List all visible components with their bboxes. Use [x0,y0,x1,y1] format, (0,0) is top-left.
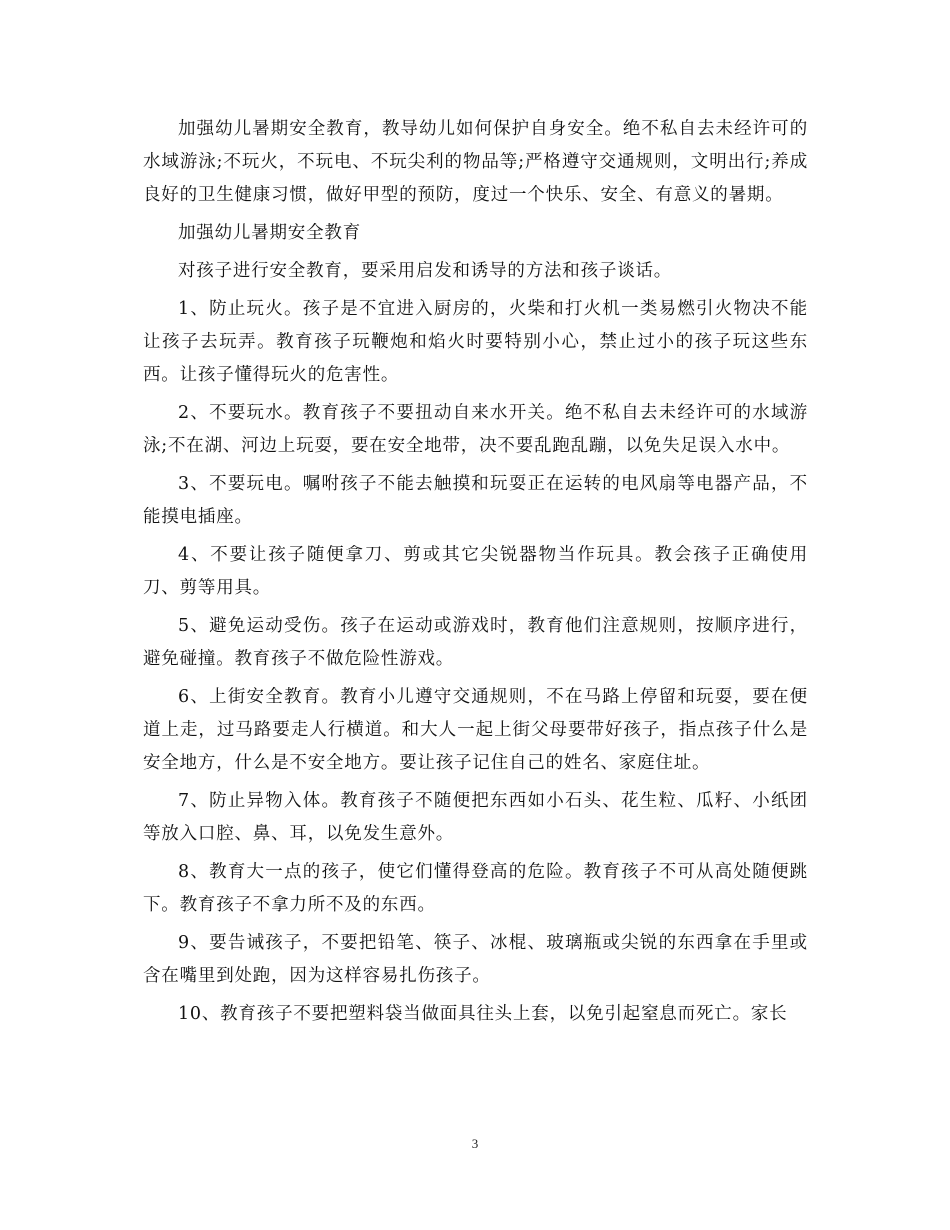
intro-paragraph: 加强幼儿暑期安全教育，教导幼儿如何保护自身安全。绝不私自去未经许可的水域游泳;不玩火，不玩电、不玩尖利的物品等;严格遵守交通规则，文明出行;养成良好的卫生健康习惯，做好甲型的预防，度过一个快乐、安全、有意义的暑期。 [143,119,808,205]
list-item-sharp-in-mouth: 9、要告诫孩子，不要把铅笔、筷子、冰棍、玻璃瓶或尖锐的东西拿在手里或含在嘴里到处跑，因为这样容易扎伤孩子。 [143,933,808,986]
document-body [143,113,808,1031]
section-heading: 加强幼儿暑期安全教育 [178,223,361,243]
list-item-sharp-objects: 4、不要让孩子随便拿刀、剪或其它尖锐器物当作玩具。教会孩子正确使用刀、剪等用具。 [143,545,808,598]
list-item-heights: 8、教育大一点的孩子，使它们懂得登高的危险。教育孩子不可从高处随便跳下。教育孩子不拿力所不及的东西。 [143,862,808,915]
list-item-electricity: 3、不要玩电。嘱咐孩子不能去触摸和玩耍正在运转的电风扇等电器产品，不能摸电插座。 [143,474,808,527]
lead-paragraph: 对孩子进行安全教育，要采用启发和诱导的方法和孩子谈话。 [178,261,673,281]
list-item-fire: 1、防止玩火。孩子是不宜进入厨房的，火柴和打火机一类易燃引火物决不能让孩子去玩弄。教育孩子玩鞭炮和焰火时要特别小心，禁止过小的孩子玩这些东西。让孩子懂得玩火的危害性。 [143,299,808,385]
page-number: 3 [471,1136,479,1151]
list-item-street-safety: 6、上街安全教育。教育小儿遵守交通规则，不在马路上停留和玩耍，要在便道上走，过马路要走人行横道。和大人一起上街父母要带好孩子，指点孩子什么是安全地方，什么是不安全地方。要让孩子记住自己的姓名、家庭住址。 [143,687,808,773]
list-item-plastic-bags: 10、教育孩子不要把塑料袋当做面具往头上套，以免引起窒息而死亡。家长 [178,1004,788,1024]
list-item-foreign-objects: 7、防止异物入体。教育孩子不随便把东西如小石头、花生粒、瓜籽、小纸团等放入口腔、鼻、耳，以免发生意外。 [143,791,808,844]
list-item-sports-injury: 5、避免运动受伤。孩子在运动或游戏时，教育他们注意规则，按顺序进行，避免碰撞。教育孩子不做危险性游戏。 [143,616,808,669]
list-item-water: 2、不要玩水。教育孩子不要扭动自来水开关。绝不私自去未经许可的水域游泳;不在湖、河边上玩耍，要在安全地带，决不要乱跑乱蹦，以免失足误入水中。 [143,403,808,456]
